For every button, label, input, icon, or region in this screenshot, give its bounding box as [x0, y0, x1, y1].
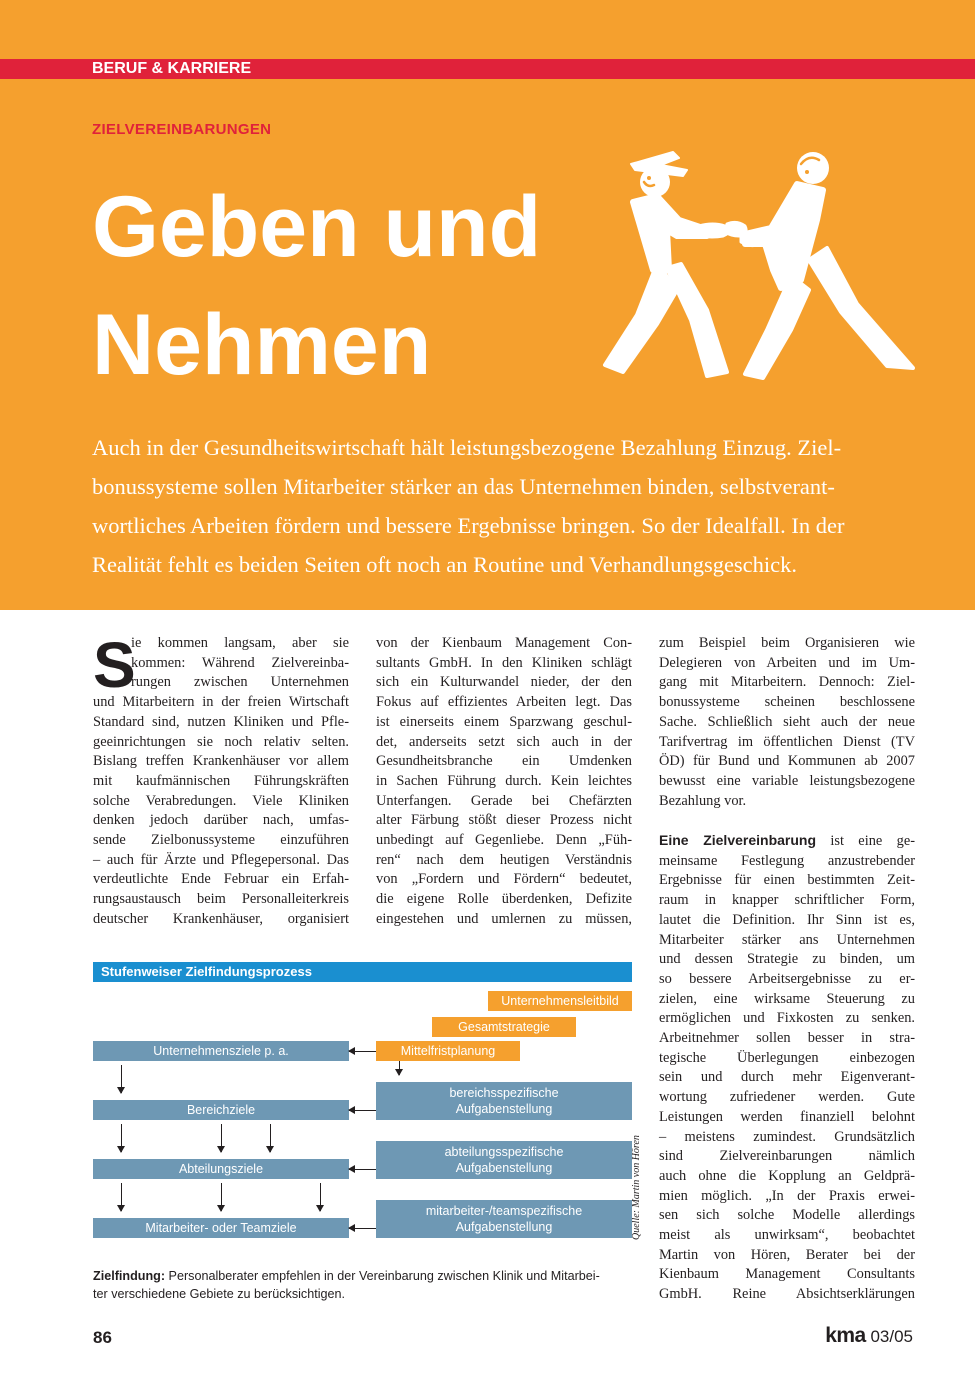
caption-label: Zielfindung: — [93, 1269, 166, 1283]
caption-text: Personalberater empfehlen in der Vereinbarung zwischen Klinik und Mitarbei- — [165, 1269, 600, 1283]
body-line: solche Verabredungen. Viele Kliniken — [93, 792, 349, 809]
drop-cap: S — [93, 629, 136, 701]
lead-paragraph — [92, 428, 912, 584]
box-mitarbeiterziele: Mitarbeiter- oder Teamziele — [93, 1218, 349, 1238]
body-line: in Sachen Führung durch. Kein leichtes — [376, 772, 632, 789]
arrow-left — [349, 1110, 376, 1111]
body-line: alter Färbung stößt dieser Prozess nicht — [376, 812, 632, 829]
headline-line-1: Geben und — [92, 179, 542, 275]
body-line: unbedingt auf Gegenliebe. Denn „Füh- — [376, 832, 632, 849]
page-number: 86 — [93, 1328, 112, 1347]
section-label: BERUF & KARRIERE — [92, 60, 252, 77]
body-line: deutscher Krankenhäuser, organisiert — [93, 910, 349, 927]
lead-line: bonussysteme sollen Mitarbeiter stärker an das Unternehmen binden, selbstverant- — [92, 474, 835, 499]
body-line: und Mitarbeitern in der freien Wirtschaft — [93, 694, 349, 711]
body-line: sein und durch mehr Eigenverant- — [659, 1069, 915, 1086]
magazine-brand — [825, 1324, 913, 1348]
body-line: Fokus auf effizientes Arbeiten legt. Das — [376, 694, 632, 711]
box-bereichsspezifische-aufgabenstellung — [376, 1082, 632, 1120]
body-line: zum Beispiel beim Organisieren wie — [659, 635, 915, 651]
box-gesamtstrategie: Gesamtstrategie — [432, 1017, 576, 1037]
body-line: verdeutlichte Ende Februar ein Erfah- — [93, 871, 349, 888]
body-line: sultants GmbH. In den Kliniken schlägt — [376, 654, 632, 671]
body-line: Tarifvertrag im öffentlichen Dienst (TV — [659, 733, 915, 750]
body-line: tegische Überlegungen einbezogen — [659, 1049, 915, 1066]
arrow-down — [320, 1183, 321, 1211]
lead-line: wortliches Arbeiten fördern und bessere Ergebnisse bringen. So der Idealfall. In der — [92, 513, 845, 538]
body-line: eingestehen und umlernen zu müssen, — [376, 910, 632, 927]
arrow-down — [221, 1183, 222, 1211]
arrow-down — [221, 1124, 222, 1152]
headline — [92, 168, 541, 404]
lead-line: Auch in der Gesundheitswirtschaft hält leistungsbezogene Bezahlung Einzug. Ziel- — [92, 435, 842, 460]
body-line: kommen: Während Zielvereinba- — [131, 654, 349, 671]
issue-number: 03/05 — [870, 1327, 913, 1346]
arrow-down — [121, 1183, 122, 1211]
body-line: Martin von Hören, Berater bei der — [659, 1246, 915, 1263]
body-column-1 — [93, 629, 349, 930]
arrow-left — [349, 1051, 376, 1052]
body-line: gang mit Mitarbeitern. Dennoch: Ziel- — [659, 674, 915, 691]
body-line: mit kaufmännischen Führungskräften — [93, 772, 349, 789]
body-line — [659, 831, 915, 852]
body-line: Leistungen werden finanziell belohnt — [659, 1108, 915, 1125]
body-line: ren“ nach dem heutigen Verständnis — [376, 851, 632, 868]
diagram-title: Stufenweiser Zielfindungsprozess — [93, 962, 632, 982]
body-line: rungen zwischen Unternehmen — [131, 674, 349, 691]
box-unternehmensleitbild: Unternehmensleitbild — [488, 991, 632, 1011]
body-line: Kienbaum Management Consultants — [659, 1266, 915, 1283]
arrow-down — [121, 1124, 122, 1152]
arrow-down — [121, 1065, 122, 1093]
brand-logo: kma — [825, 1324, 866, 1347]
box-line: Aufgabenstellung — [455, 1220, 553, 1234]
box-abteilungsspezifische-aufgabenstellung — [376, 1141, 632, 1179]
box-line: bereichsspezifische — [449, 1086, 559, 1100]
body-line: Mitarbeiter stärker ans Unternehmen — [659, 931, 915, 948]
arrow-down — [399, 1061, 400, 1075]
body-line: Gesundheitsbranche ein Umdenken — [376, 753, 632, 770]
box-line: mitarbeiter-/teamspezifische — [425, 1204, 583, 1218]
process-diagram — [93, 962, 633, 1252]
box-unternehmensziele: Unternehmensziele p. a. — [93, 1041, 349, 1061]
body-line: ist einerseits einem Sparzwang geschul- — [376, 713, 632, 730]
body-line: Bislang treffen Krankenhäuser vor allem — [93, 753, 349, 770]
diagram-source: Quelle: Martin von Hören — [631, 1135, 642, 1240]
body-line: ie kommen langsam, aber sie — [131, 635, 349, 651]
body-line: lautet die Definition. Ihr Sinn ist es, — [659, 911, 915, 928]
kicker: ZIELVEREINBARUNGEN — [92, 121, 272, 138]
arrow-left — [349, 1169, 376, 1170]
body-line: bewusst eine variable leistungsbezogene — [659, 772, 915, 789]
headline-line-2: Nehmen — [92, 297, 432, 393]
box-mittelfristplanung: Mittelfristplanung — [376, 1041, 520, 1061]
body-line: sind Zielvereinbarungen nämlich — [659, 1148, 915, 1165]
body-line: Standard sind, nutzen Kliniken und Pfle- — [93, 713, 349, 730]
body-line: mien möglich. „In der Praxis erwei- — [659, 1187, 915, 1204]
body-line: von „Fordern und Fördern“ bedeutet, — [376, 871, 632, 888]
two-figures-handing-over-icon — [595, 140, 925, 385]
body-line: geeinrichtungen sie noch relativ selten. — [93, 733, 349, 750]
body-line: von der Kienbaum Management Con- — [376, 635, 632, 651]
body-column-3 — [659, 634, 915, 1305]
body-line: und dessen Strategie zu binden, um — [659, 951, 915, 968]
arrow-down — [270, 1124, 271, 1152]
body-line: Bezahlung vor. — [659, 792, 747, 809]
body-line: denken jedoch darüber nach, umfas- — [93, 812, 349, 829]
diagram-caption — [93, 1267, 600, 1303]
body-line: rungsaustausch beim Personalleiterkreis — [93, 891, 349, 908]
box-teamspezifische-aufgabenstellung — [376, 1200, 632, 1238]
box-line: abteilungsspezifische — [444, 1145, 564, 1159]
body-line: det, anderseits setzt sich auch in der — [376, 733, 632, 750]
body-line: meinsame Festlegung anzustrebender — [659, 852, 915, 869]
body-line: – meistens zumindest. Grundsätzlich — [659, 1128, 915, 1145]
body-line: so bessere Arbeitsergebnisse zu er- — [659, 970, 915, 987]
body-line: zielen, eine wirksame Steuerung zu — [659, 990, 915, 1007]
body-line: ÖD) für Bund und Kommunen ab 2007 — [659, 753, 915, 770]
box-abteilungsziele: Abteilungsziele — [93, 1159, 349, 1179]
body-line: Arbeitnehmer sollen besser in stra- — [659, 1030, 915, 1047]
box-line: Aufgabenstellung — [455, 1102, 553, 1116]
caption-line: ter verschiedene Gebiete zu berücksichtigen. — [93, 1287, 346, 1301]
body-line: auch ohne die Kopplung an Geldprä- — [659, 1167, 915, 1184]
body-line: sende Zielbonussysteme einzuführen — [93, 832, 349, 849]
lead-line: Realität fehlt es beiden Seiten oft noch an Routine und Verhandlungsgeschick. — [92, 552, 798, 577]
box-bereichziele: Bereichziele — [93, 1100, 349, 1120]
arrow-left — [349, 1228, 376, 1229]
body-line: GmbH. Reine Absichtserklärungen — [659, 1286, 915, 1303]
body-text: ist eine ge- — [816, 833, 915, 850]
body-line: Sache. Schließlich sieht auch der neue — [659, 713, 915, 730]
caption-line — [93, 1267, 600, 1285]
body-line: meist als unwirksam“, beobachtet — [659, 1227, 915, 1244]
box-line: Aufgabenstellung — [455, 1161, 553, 1175]
body-line: Ergebnisse für einen bestimmten Zeit- — [659, 872, 915, 889]
paragraph-gap — [659, 811, 915, 831]
body-line: sen sich solche Modelle allerdings — [659, 1207, 915, 1224]
body-line: ermöglichen und Fixkosten zu senken. — [659, 1010, 915, 1027]
subhead: Eine Zielvereinbarung — [659, 832, 817, 849]
body-line: sich ein Kulturwandel nieder, der den — [376, 674, 632, 691]
body-line: Delegieren von Arbeiten und im Um- — [659, 654, 915, 671]
body-line: raum in knapper schriftlicher Form, — [659, 892, 915, 909]
body-line: – auch für Ärzte und Pflegepersonal. Das — [93, 851, 349, 868]
body-line: wortung zufriedener werden. Gute — [659, 1089, 915, 1106]
body-line: bonussysteme scheinen beschlossene — [659, 694, 915, 711]
body-column-2 — [376, 634, 632, 930]
body-line: Unterfangen. Gerade bei Chefärzten — [376, 792, 632, 809]
body-line: die eigene Rolle überdenken, Defizite — [376, 891, 632, 908]
